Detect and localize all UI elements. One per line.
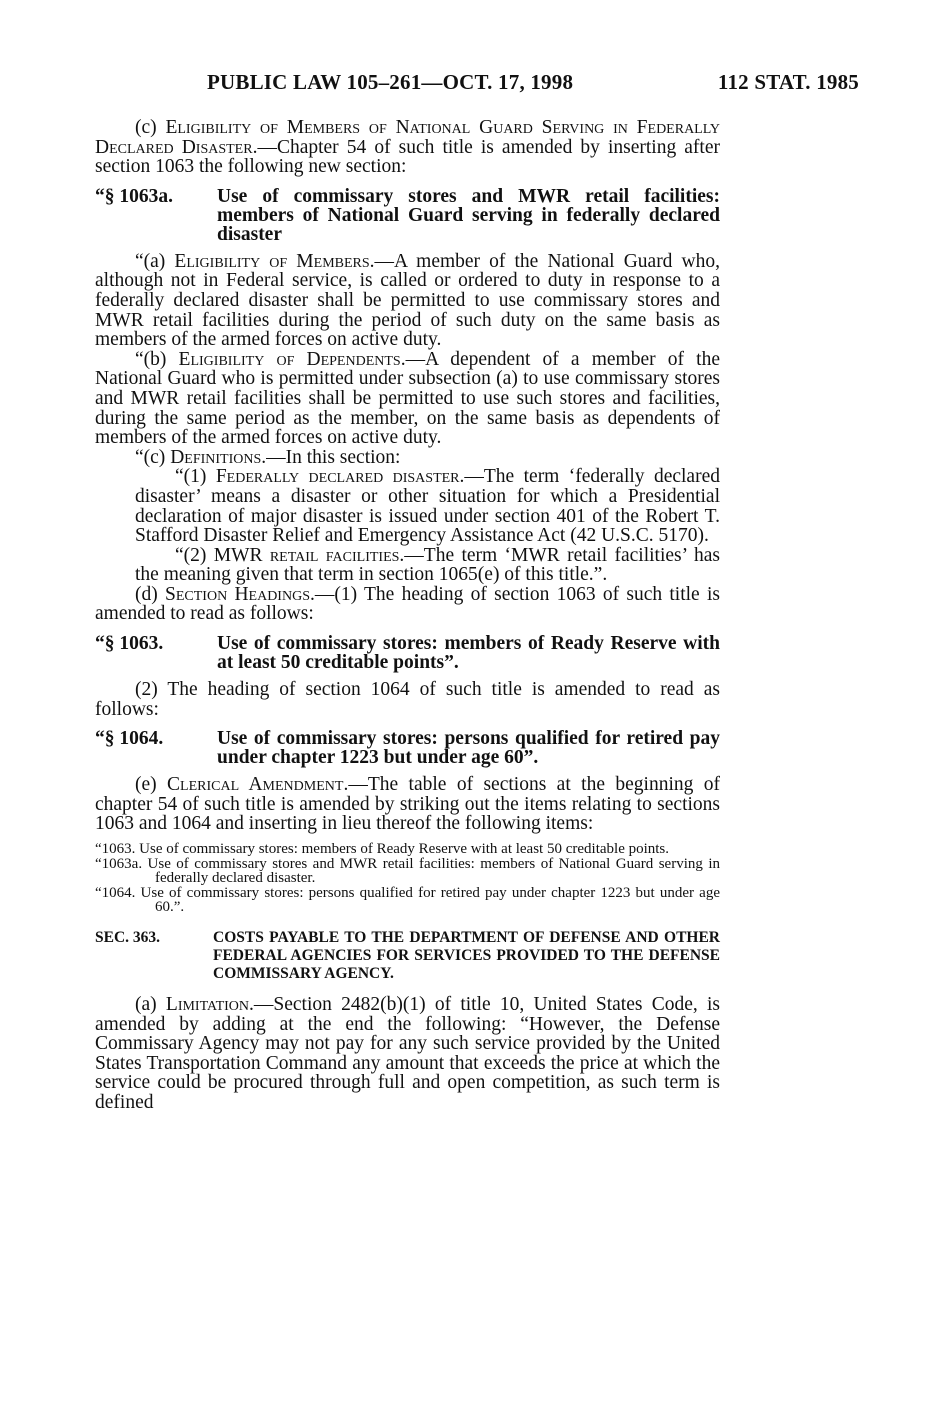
- document-body: [95, 118, 720, 1113]
- paragraph-c: (c) Eligibility of Members of National Guard Serving in Federally Declared Disaster.—Chapter 54 of such title is amended by inserting after section 1063 the following new section:: [95, 117, 720, 178]
- header-title: PUBLIC LAW 105–261—OCT. 17, 1998: [207, 70, 574, 94]
- section-363-number: SEC. 363.: [95, 929, 161, 946]
- section-1063a-heading: “§ 1063a. Use of commissary stores and MWR retail facilities: members of National Guard serving in federally declared disaster: [95, 185, 720, 245]
- subsection-c: “(c) Definitions.—In this section:: [135, 446, 401, 468]
- subsection-b: “(b) Eligibility of Dependents.—A dependent of a member of the National Guard who is permitted under subsection (a) to use commissary stores and MWR retail facilities shall be permitted to use such stores and facilities, during the same period as the member, on the same basis as dependents of members of the armed forces on active duty.: [95, 348, 720, 449]
- subsection-a: “(a) Eligibility of Members.—A member of the National Guard who, although not in Federal service, is called or ordered to duty in response to a federally declared disaster shall be permitted to use commissary stores and MWR retail facilities during the period of such duty on the same basis as members of the armed forces on active duty.: [95, 250, 720, 351]
- paragraph-d-2: (2) The heading of section 1064 of such title is amended to read as follows:: [95, 679, 720, 720]
- section-1064-heading: “§ 1064. Use of commissary stores: persons qualified for retired pay under chapter 1223 but under age 60”.: [95, 728, 720, 769]
- paragraph-d: (d) Section Headings.—(1) The heading of section 1063 of such title is amended to read as follows:: [95, 583, 720, 625]
- toc-item: “1064. Use of commissary stores: persons qualified for retired pay under chapter 1223 but under age 60.”.: [95, 884, 720, 916]
- definition-1: “(1) Federally declared disaster.—The term ‘federally declared disaster’ means a disaster or other situation for which a Presidential declaration of major disaster is issued under section 401 of the Robert T. Stafford Disaster Relief and Emergency Assistance Act (42 U.S.C. 5170).: [135, 466, 720, 547]
- paragraph-e: (e) Clerical Amendment.—The table of sections at the beginning of chapter 54 of such title is amended by striking out the items relating to sections 1063 and 1064 and inserting in lieu thereof the following items:: [95, 774, 720, 835]
- section-1063-heading: “§ 1063. Use of commissary stores: members of Ready Reserve with at least 50 creditable points”.: [95, 633, 720, 674]
- section-363-title: COSTS PAYABLE TO THE DEPARTMENT OF DEFENSE AND OTHER FEDERAL AGENCIES FOR SERVICES PROVIDED TO THE DEFENSE COMMISSARY AGENCY.: [213, 929, 720, 982]
- paragraph-limitation: (a) Limitation.—Section 2482(b)(1) of title 10, United States Code, is amended by adding at the end the following: “However, the Defense Commissary Agency may not pay for any such service provided by the United States Transportation Command any amount that exceeds the price at which the service could be procured through full and open competition, as such term is defined: [95, 994, 720, 1113]
- toc-item: “1063. Use of commissary stores: members of Ready Reserve with at least 50 creditable points.: [95, 841, 670, 858]
- definition-2: “(2) MWR retail facilities.—The term ‘MWR retail facilities’ has the meaning given that term in section 1065(e) of this title.”.: [135, 544, 720, 586]
- header-stat-page: 112 STAT. 1985: [717, 70, 859, 94]
- toc-item: “1063a. Use of commissary stores and MWR retail facilities: members of National Guard serving in federally declared disaster.: [95, 855, 720, 887]
- table-of-sections: [95, 842, 720, 915]
- section-363-heading: [95, 929, 720, 983]
